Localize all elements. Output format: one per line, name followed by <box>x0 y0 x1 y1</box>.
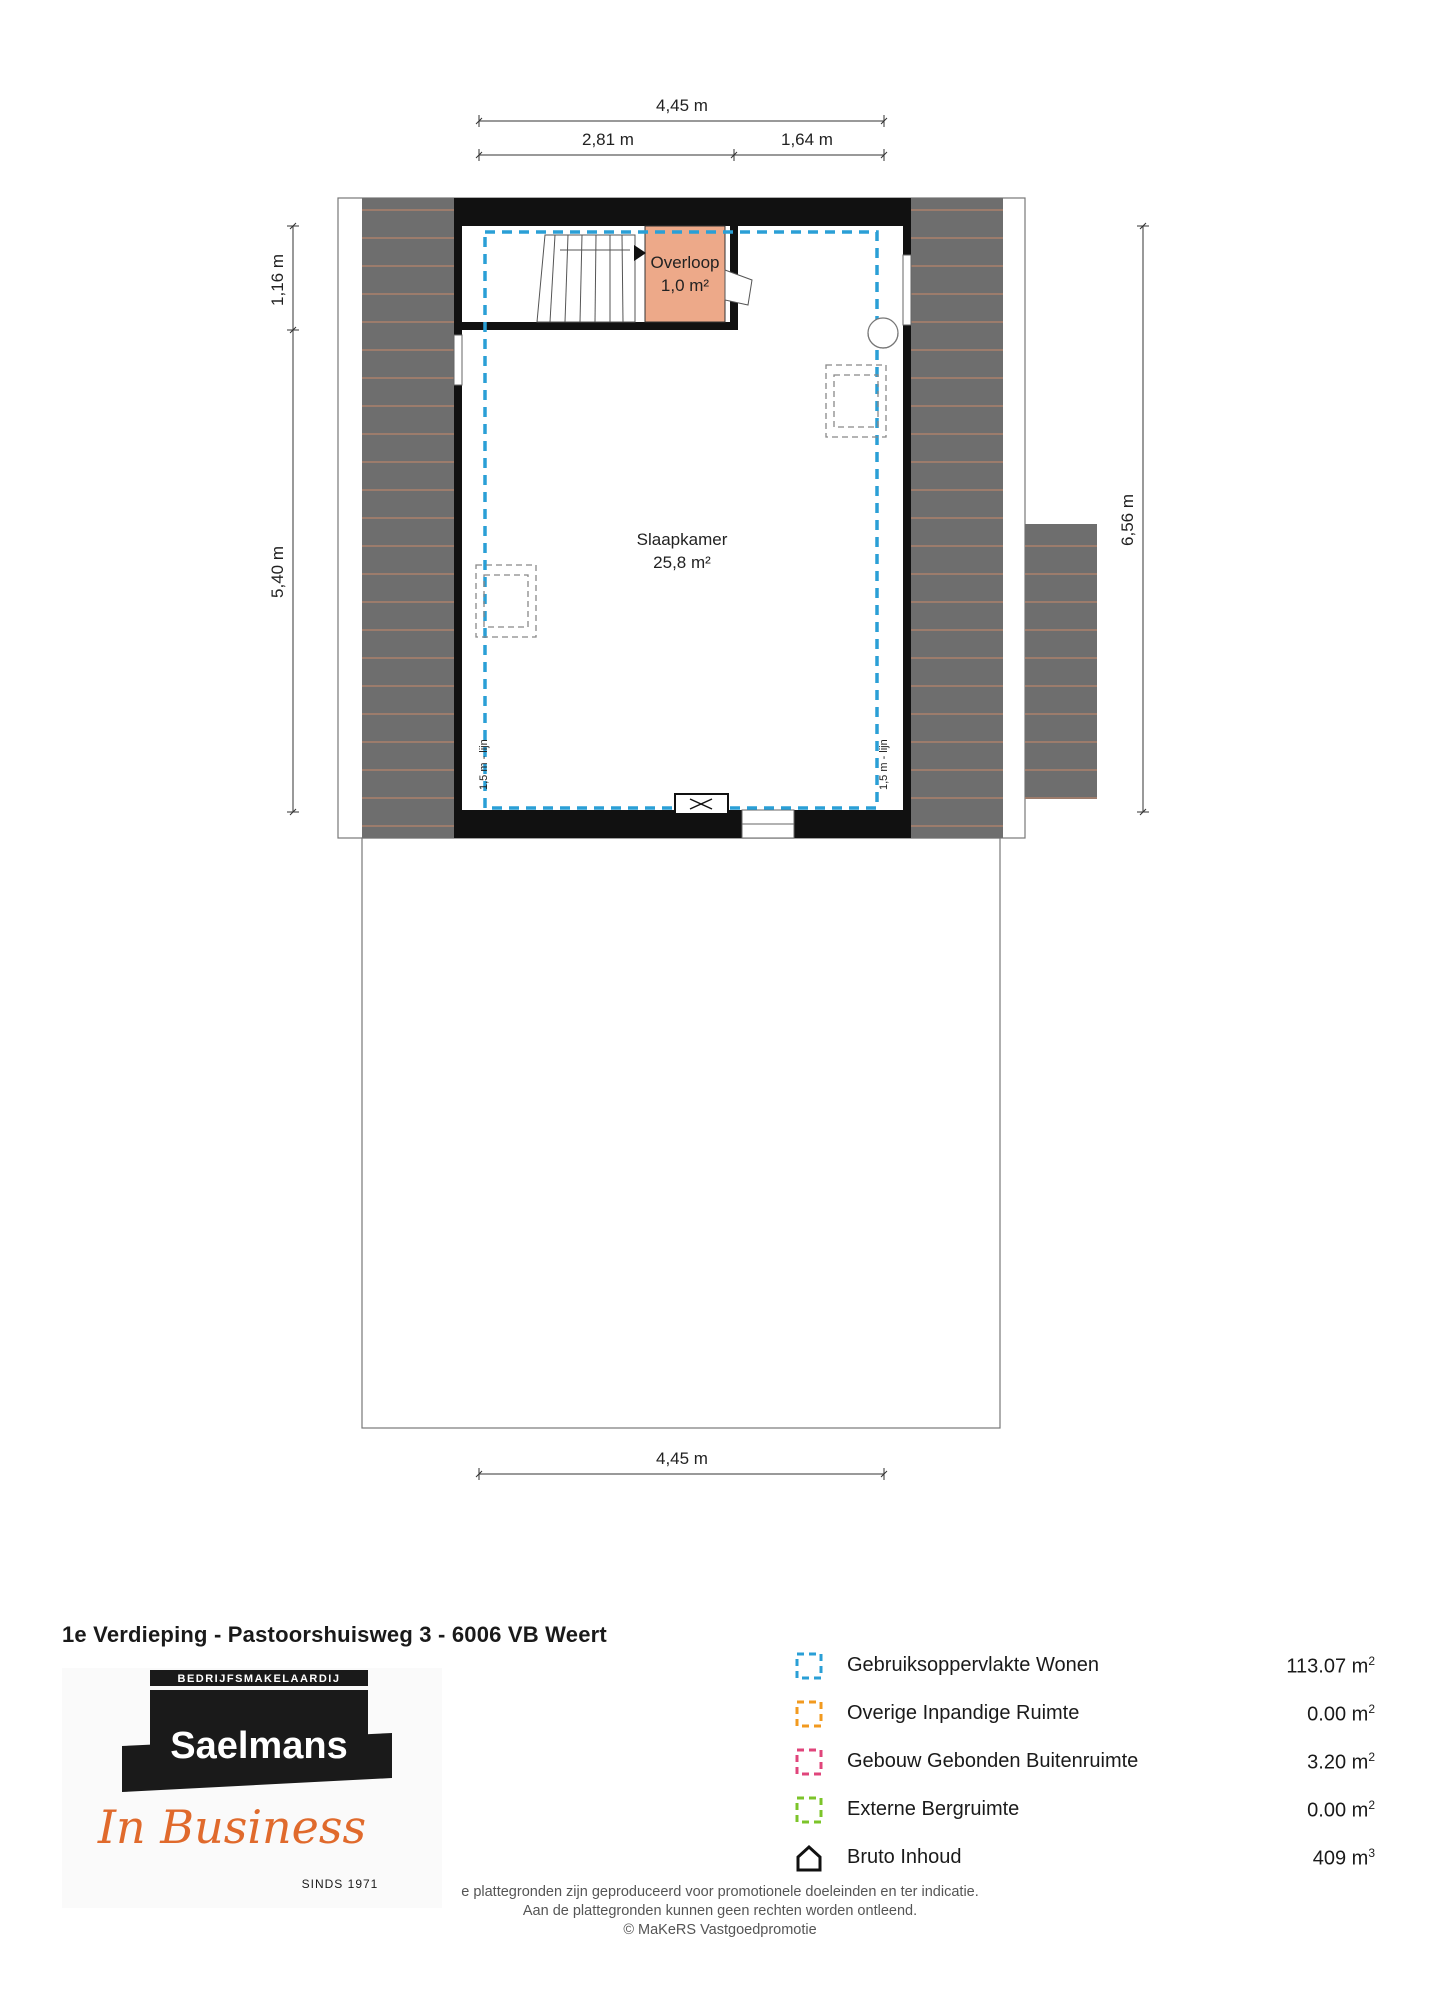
legend-label: Externe Bergruimte <box>847 1798 1020 1820</box>
page-title: 1e Verdieping - Pastoorshuisweg 3 - 6006 VB Weert <box>62 1622 607 1647</box>
legend-label: Gebouw Gebonden Buitenruimte <box>847 1750 1139 1772</box>
legend-label: Overige Inpandige Ruimte <box>847 1702 1080 1724</box>
line-label-right: 1,5 m - lijn <box>878 739 890 790</box>
dim-top-left: 2,81 m <box>582 130 634 149</box>
company-logo <box>62 1668 442 1908</box>
legend-row-bergruimte <box>795 1794 1375 1842</box>
house-outline-icon <box>795 1844 823 1872</box>
legend-value: 0.00 $m^2$ <box>1307 1798 1375 1822</box>
disclaimer-line: e plattegronden zijn geproduceerd voor promotionele doeleinden en ter indicatie. <box>461 1884 979 1900</box>
roof-slope-left <box>362 198 454 838</box>
legend-row-buitenruimte <box>795 1746 1375 1794</box>
room-area-slaapkamer: 25,8 m² <box>653 553 711 572</box>
legend <box>795 1650 1375 1890</box>
dim-right-total: 6,56 m <box>1118 494 1137 546</box>
stair-arrow-icon <box>634 245 646 261</box>
legend-value: 113.07 $m^2$ <box>1286 1654 1375 1678</box>
legend-value: 0.00 $m^2$ <box>1307 1702 1375 1726</box>
dashed-square-icon <box>795 1796 823 1824</box>
logo-script: In Business <box>97 1800 367 1854</box>
dim-top-total: 4,45 m <box>656 96 708 115</box>
logo-name: Saelmans <box>170 1725 348 1767</box>
room-name-slaapkamer: Slaapkamer <box>636 530 728 549</box>
logo-top-text: BEDRIJFSMAKELAARDIJ <box>177 1673 341 1685</box>
disclaimer-line: Aan de plattegronden kunnen geen rechten worden ontleend. <box>522 1903 918 1919</box>
dim-bottom-total: 4,45 m <box>656 1449 708 1468</box>
dim-top-right: 1,64 m <box>781 130 833 149</box>
dashed-square-icon <box>795 1652 823 1680</box>
room-area-overloop: 1,0 m² <box>660 276 710 295</box>
dormer-roof <box>1025 524 1097 799</box>
legend-label: Gebruiksoppervlakte Wonen <box>847 1654 1099 1676</box>
dashed-square-icon <box>795 1748 823 1776</box>
legend-row-overige <box>795 1698 1375 1746</box>
room-name-overloop: Overloop <box>650 253 720 272</box>
disclaimer <box>420 1883 1020 1940</box>
dashed-square-icon <box>795 1700 823 1728</box>
dim-left-lower: 5,40 m <box>268 546 287 598</box>
disclaimer-line: © MaKeRS Vastgoedpromotie <box>623 1922 817 1938</box>
dim-left-upper: 1,16 m <box>268 254 287 306</box>
roof-slope-right <box>911 198 1003 838</box>
line-label-left: 1,5 m - lijn <box>478 739 490 790</box>
legend-value: 3.20 $m^2$ <box>1307 1750 1375 1774</box>
legend-label: Bruto Inhoud <box>847 1846 962 1868</box>
legend-row-wonen <box>795 1650 1375 1698</box>
overloop-area <box>645 226 725 322</box>
legend-value: 409 $m^3$ <box>1312 1846 1375 1870</box>
logo-since: SINDS 1971 <box>301 1877 379 1891</box>
skylights <box>476 365 886 637</box>
